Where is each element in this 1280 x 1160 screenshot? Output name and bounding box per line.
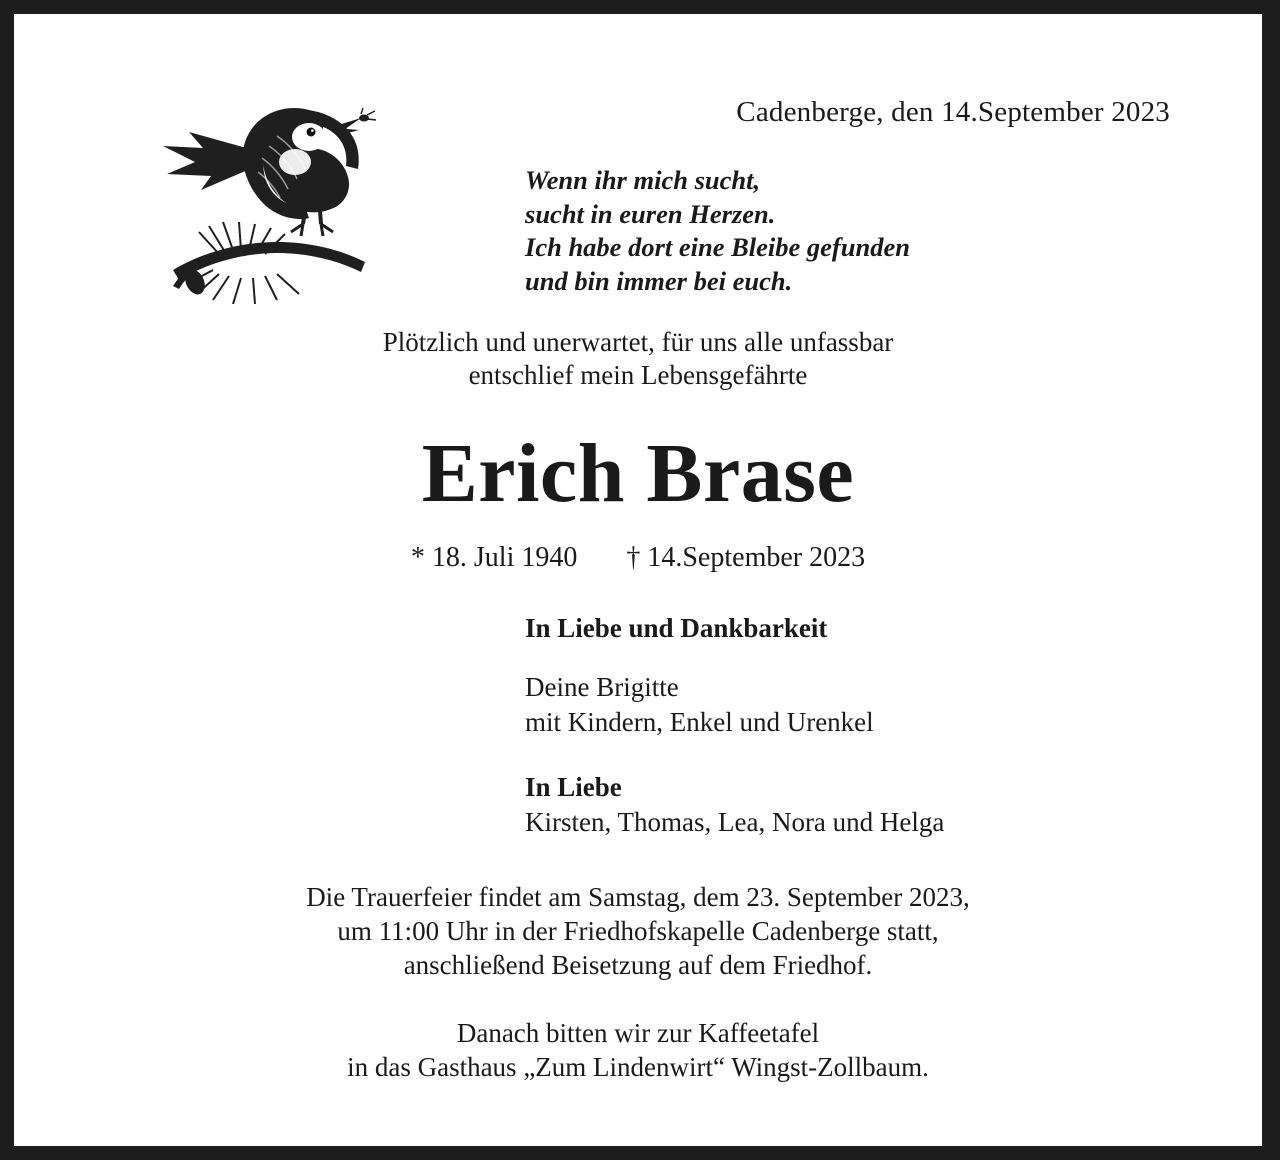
verse-line-3: Ich habe dort eine Bleibe gefunden bbox=[525, 232, 910, 262]
death-date: † 14.September 2023 bbox=[626, 542, 866, 573]
ceremony-paragraph-1 bbox=[14, 880, 1262, 982]
obituary-inner-panel bbox=[14, 14, 1262, 1146]
birth-date: * 18. Juli 1940 bbox=[410, 542, 578, 573]
verse-line-2: sucht in euren Herzen. bbox=[525, 198, 776, 229]
intro-line-1: Plötzlich und unerwartet, für uns alle unfassbar bbox=[382, 327, 894, 357]
family-block bbox=[525, 611, 944, 840]
announcement-intro bbox=[14, 326, 1262, 392]
family-heading-1: In Liebe und Dankbarkeit bbox=[525, 613, 828, 643]
place-and-date: Cadenberge, den 14.September 2023 bbox=[736, 96, 1170, 128]
family-line-1: Deine Brigitte bbox=[525, 672, 679, 702]
family-line-2: mit Kindern, Enkel und Urenkel bbox=[525, 707, 874, 737]
deceased-name: Erich Brase bbox=[421, 427, 855, 520]
verse-line-1: Wenn ihr mich sucht, bbox=[525, 165, 761, 195]
family-line-3: Kirsten, Thomas, Lea, Nora und Helga bbox=[525, 807, 945, 837]
family-group-1 bbox=[525, 670, 944, 740]
verse-line-4: und bin immer bei euch. bbox=[525, 265, 793, 296]
ceremony-paragraph-2 bbox=[14, 1016, 1262, 1084]
ceremony-line-2: um 11:00 Uhr in der Friedhofskapelle Cadenberge statt, bbox=[337, 916, 939, 946]
family-heading-2: In Liebe bbox=[525, 772, 622, 802]
reception-line-2: in das Gasthaus „Zum Lindenwirt“ Wingst-Zollbaum. bbox=[347, 1052, 929, 1082]
reception-line-1: Danach bitten wir zur Kaffeetafel bbox=[456, 1018, 820, 1048]
intro-line-2: entschlief mein Lebensgefährte bbox=[468, 360, 808, 390]
memorial-verse bbox=[525, 164, 910, 298]
ceremony-details bbox=[14, 880, 1262, 1084]
life-dates bbox=[14, 542, 1262, 574]
ceremony-line-3: anschließend Beisetzung auf dem Friedhof. bbox=[403, 950, 873, 980]
ceremony-line-1: Die Trauerfeier findet am Samstag, dem 23. September 2023, bbox=[306, 882, 970, 912]
